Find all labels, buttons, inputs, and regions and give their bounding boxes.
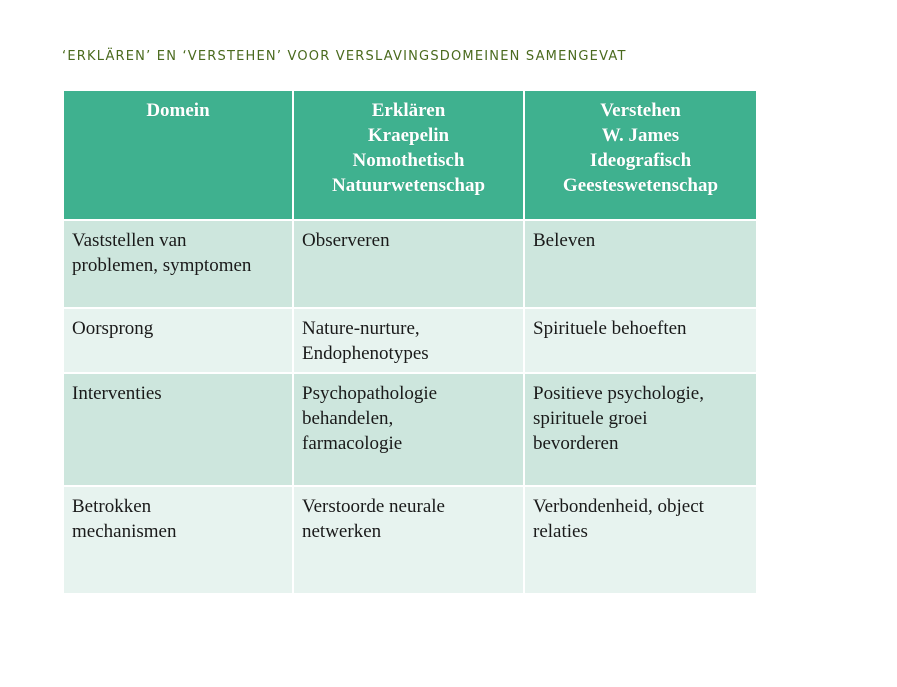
- cell-erklaren: [293, 373, 524, 486]
- cell-line: Psychopathologie: [302, 383, 438, 404]
- cell-line: mechanismen: [72, 521, 177, 542]
- header-line: Erklären: [371, 100, 446, 121]
- header-line: Natuurwetenschap: [331, 175, 486, 196]
- cell-line: Betrokken: [72, 496, 152, 517]
- table-row: [63, 308, 757, 373]
- table-row: [63, 373, 757, 486]
- cell-line: Beleven: [533, 230, 596, 251]
- cell-domein: [63, 486, 293, 594]
- header-line: Nomothetisch: [352, 150, 465, 171]
- cell-line: Observeren: [302, 230, 390, 251]
- cell-line: Vaststellen van: [72, 230, 187, 251]
- table-row: [63, 220, 757, 308]
- header-verstehen: [524, 90, 757, 220]
- header-line: Domein: [146, 100, 210, 121]
- header-erklaren: [293, 90, 524, 220]
- header-domein: [63, 90, 293, 220]
- cell-line: Positieve psychologie,: [533, 383, 704, 404]
- header-line: Geesteswetenschap: [562, 175, 719, 196]
- cell-verstehen: [524, 373, 757, 486]
- table-row: [63, 486, 757, 594]
- cell-line: Verstoorde neurale: [302, 496, 445, 517]
- cell-line: Oorsprong: [72, 318, 154, 339]
- cell-domein: [63, 308, 293, 373]
- cell-line: Nature-nurture,: [302, 318, 420, 339]
- header-row: [63, 90, 757, 220]
- cell-line: Endophenotypes: [302, 343, 429, 364]
- cell-verstehen: [524, 220, 757, 308]
- cell-line: spirituele groei: [533, 408, 648, 429]
- summary-table: [62, 89, 758, 595]
- cell-line: Interventies: [72, 383, 162, 404]
- cell-erklaren: [293, 486, 524, 594]
- cell-verstehen: [524, 308, 757, 373]
- cell-line: netwerken: [302, 521, 382, 542]
- cell-line: farmacologie: [302, 433, 403, 454]
- cell-line: relaties: [533, 521, 588, 542]
- cell-line: Spirituele behoeften: [533, 318, 687, 339]
- cell-erklaren: [293, 308, 524, 373]
- header-line: W. James: [601, 125, 680, 146]
- header-line: Kraepelin: [367, 125, 450, 146]
- cell-line: Verbondenheid, object: [533, 496, 704, 517]
- cell-line: problemen, symptomen: [72, 255, 252, 276]
- table-caption: ‘ERKLÄREN’ EN ‘VERSTEHEN’ VOOR VERSLAVINGSDOMEINEN SAMENGEVAT: [62, 49, 627, 64]
- cell-domein: [63, 220, 293, 308]
- cell-line: bevorderen: [533, 433, 619, 454]
- cell-erklaren: [293, 220, 524, 308]
- cell-domein: [63, 373, 293, 486]
- cell-line: behandelen,: [302, 408, 394, 429]
- cell-verstehen: [524, 486, 757, 594]
- header-line: Ideografisch: [589, 150, 692, 171]
- header-line: Verstehen: [600, 100, 681, 121]
